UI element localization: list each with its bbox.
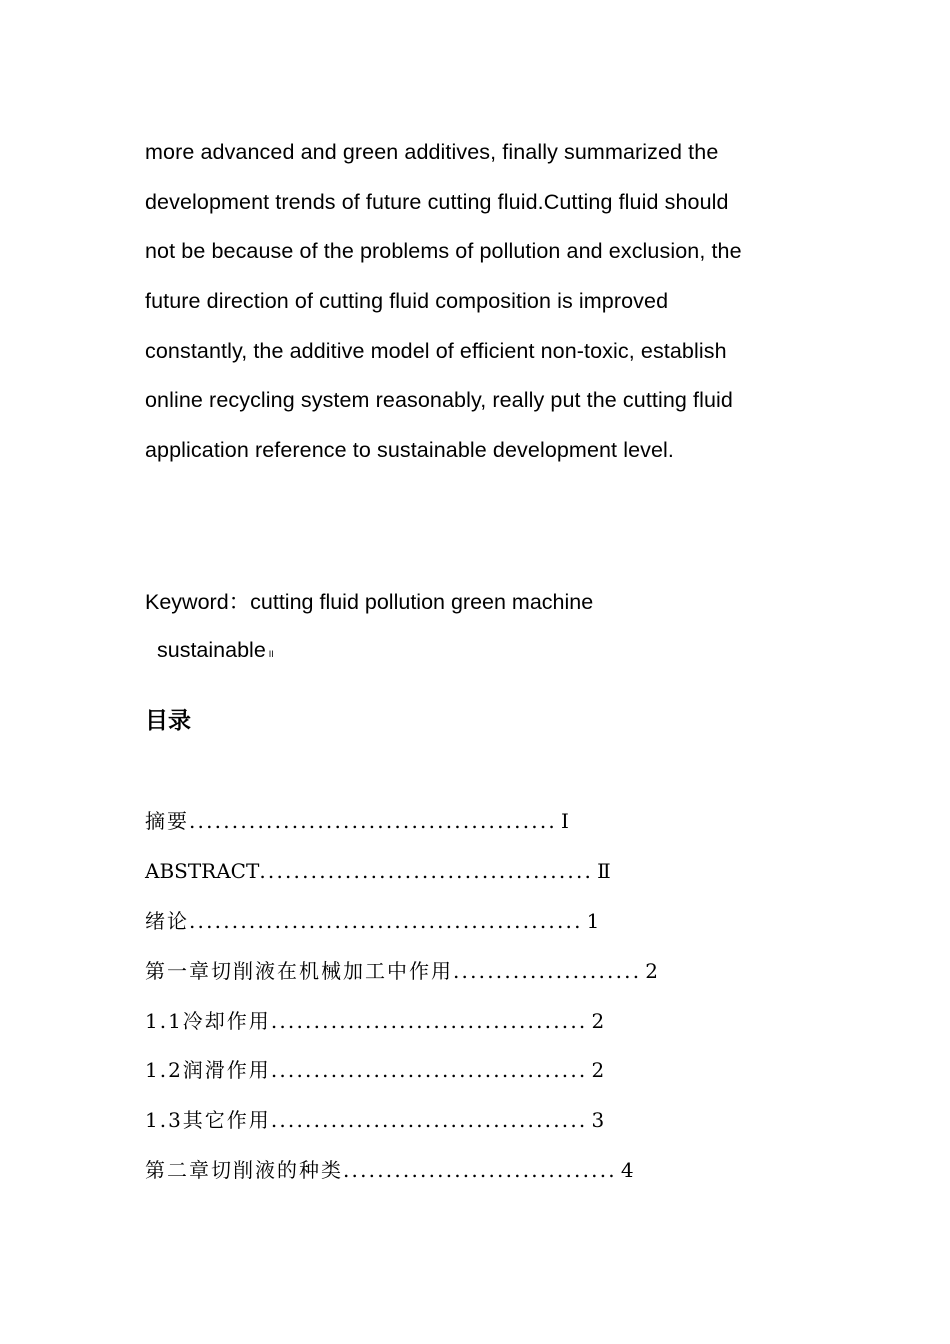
keyword-section [145, 578, 805, 674]
keyword-list: cutting fluid pollution green machine [250, 590, 594, 614]
toc-page-number: 2 [645, 958, 658, 983]
keyword-row [145, 578, 805, 626]
toc-dot-leader: ..................................... [270, 1058, 588, 1083]
abstract-line: constantly, the additive model of efficient non-toxic, establish [145, 338, 727, 363]
toc-entry[interactable] [145, 1099, 765, 1149]
keyword-label: Keyword： [145, 590, 251, 614]
toc-page-number: 1 [586, 908, 600, 933]
toc-entry-title: 1.2润滑作用 [145, 1058, 271, 1083]
abstract-line: online recycling system reasonably, really put the cutting fluid [145, 388, 733, 413]
toc-dot-leader: ........................................... [189, 809, 557, 833]
toc-entry[interactable] [145, 1000, 765, 1050]
toc-entry[interactable] [145, 950, 765, 1000]
abstract-line: development trends of future cutting fluid.Cutting fluid should [145, 189, 729, 214]
abstract-line: not be because of the problems of pollution and exclusion, the [145, 239, 742, 264]
toc-dot-leader: ..................................... [270, 1008, 588, 1033]
toc-title: 目录 [145, 708, 191, 734]
toc-entry[interactable] [145, 900, 765, 950]
toc-dot-leader: ..................................... [270, 1108, 588, 1133]
toc-entry-title: 摘要 [145, 809, 189, 833]
toc-entry-title: 1.1冷却作用 [145, 1008, 271, 1033]
toc-page-number: 2 [591, 1058, 605, 1083]
keyword-row-continued [145, 626, 805, 674]
toc-page-number: Ⅰ [560, 809, 569, 833]
abstract-line: more advanced and green additives, finally summarized the [145, 140, 719, 164]
abstract-paragraph [145, 128, 805, 476]
page-marker: II [268, 649, 274, 659]
toc-entry-title: 第二章切削液的种类 [145, 1158, 343, 1183]
toc-entry-title: 1.3其它作用 [145, 1108, 271, 1133]
toc-entry-title: 第一章切削液在机械加工中作用 [145, 958, 453, 983]
keyword-list-continued: sustainable [157, 638, 266, 662]
toc-dot-leader: .............................................. [189, 908, 583, 933]
toc-entry[interactable] [145, 800, 765, 850]
toc-entry-title: ABSTRACT [145, 858, 260, 883]
toc-page-number: 2 [591, 1008, 605, 1033]
abstract-line: future direction of cutting fluid composition is improved [145, 289, 669, 314]
abstract-line: application reference to sustainable development level. [145, 438, 674, 463]
toc-entry[interactable] [145, 1049, 765, 1099]
toc-page-number: Ⅱ [597, 858, 611, 883]
table-of-contents [145, 800, 765, 1199]
toc-entry[interactable] [145, 1149, 765, 1199]
toc-entry-title: 绪论 [145, 908, 189, 933]
toc-dot-leader: ...................... [453, 958, 642, 983]
toc-dot-leader: ................................ [343, 1158, 617, 1183]
toc-page-number: 4 [620, 1158, 634, 1183]
toc-entry[interactable] [145, 850, 765, 900]
toc-page-number: 3 [591, 1108, 605, 1133]
toc-dot-leader: ....................................... [259, 858, 594, 883]
